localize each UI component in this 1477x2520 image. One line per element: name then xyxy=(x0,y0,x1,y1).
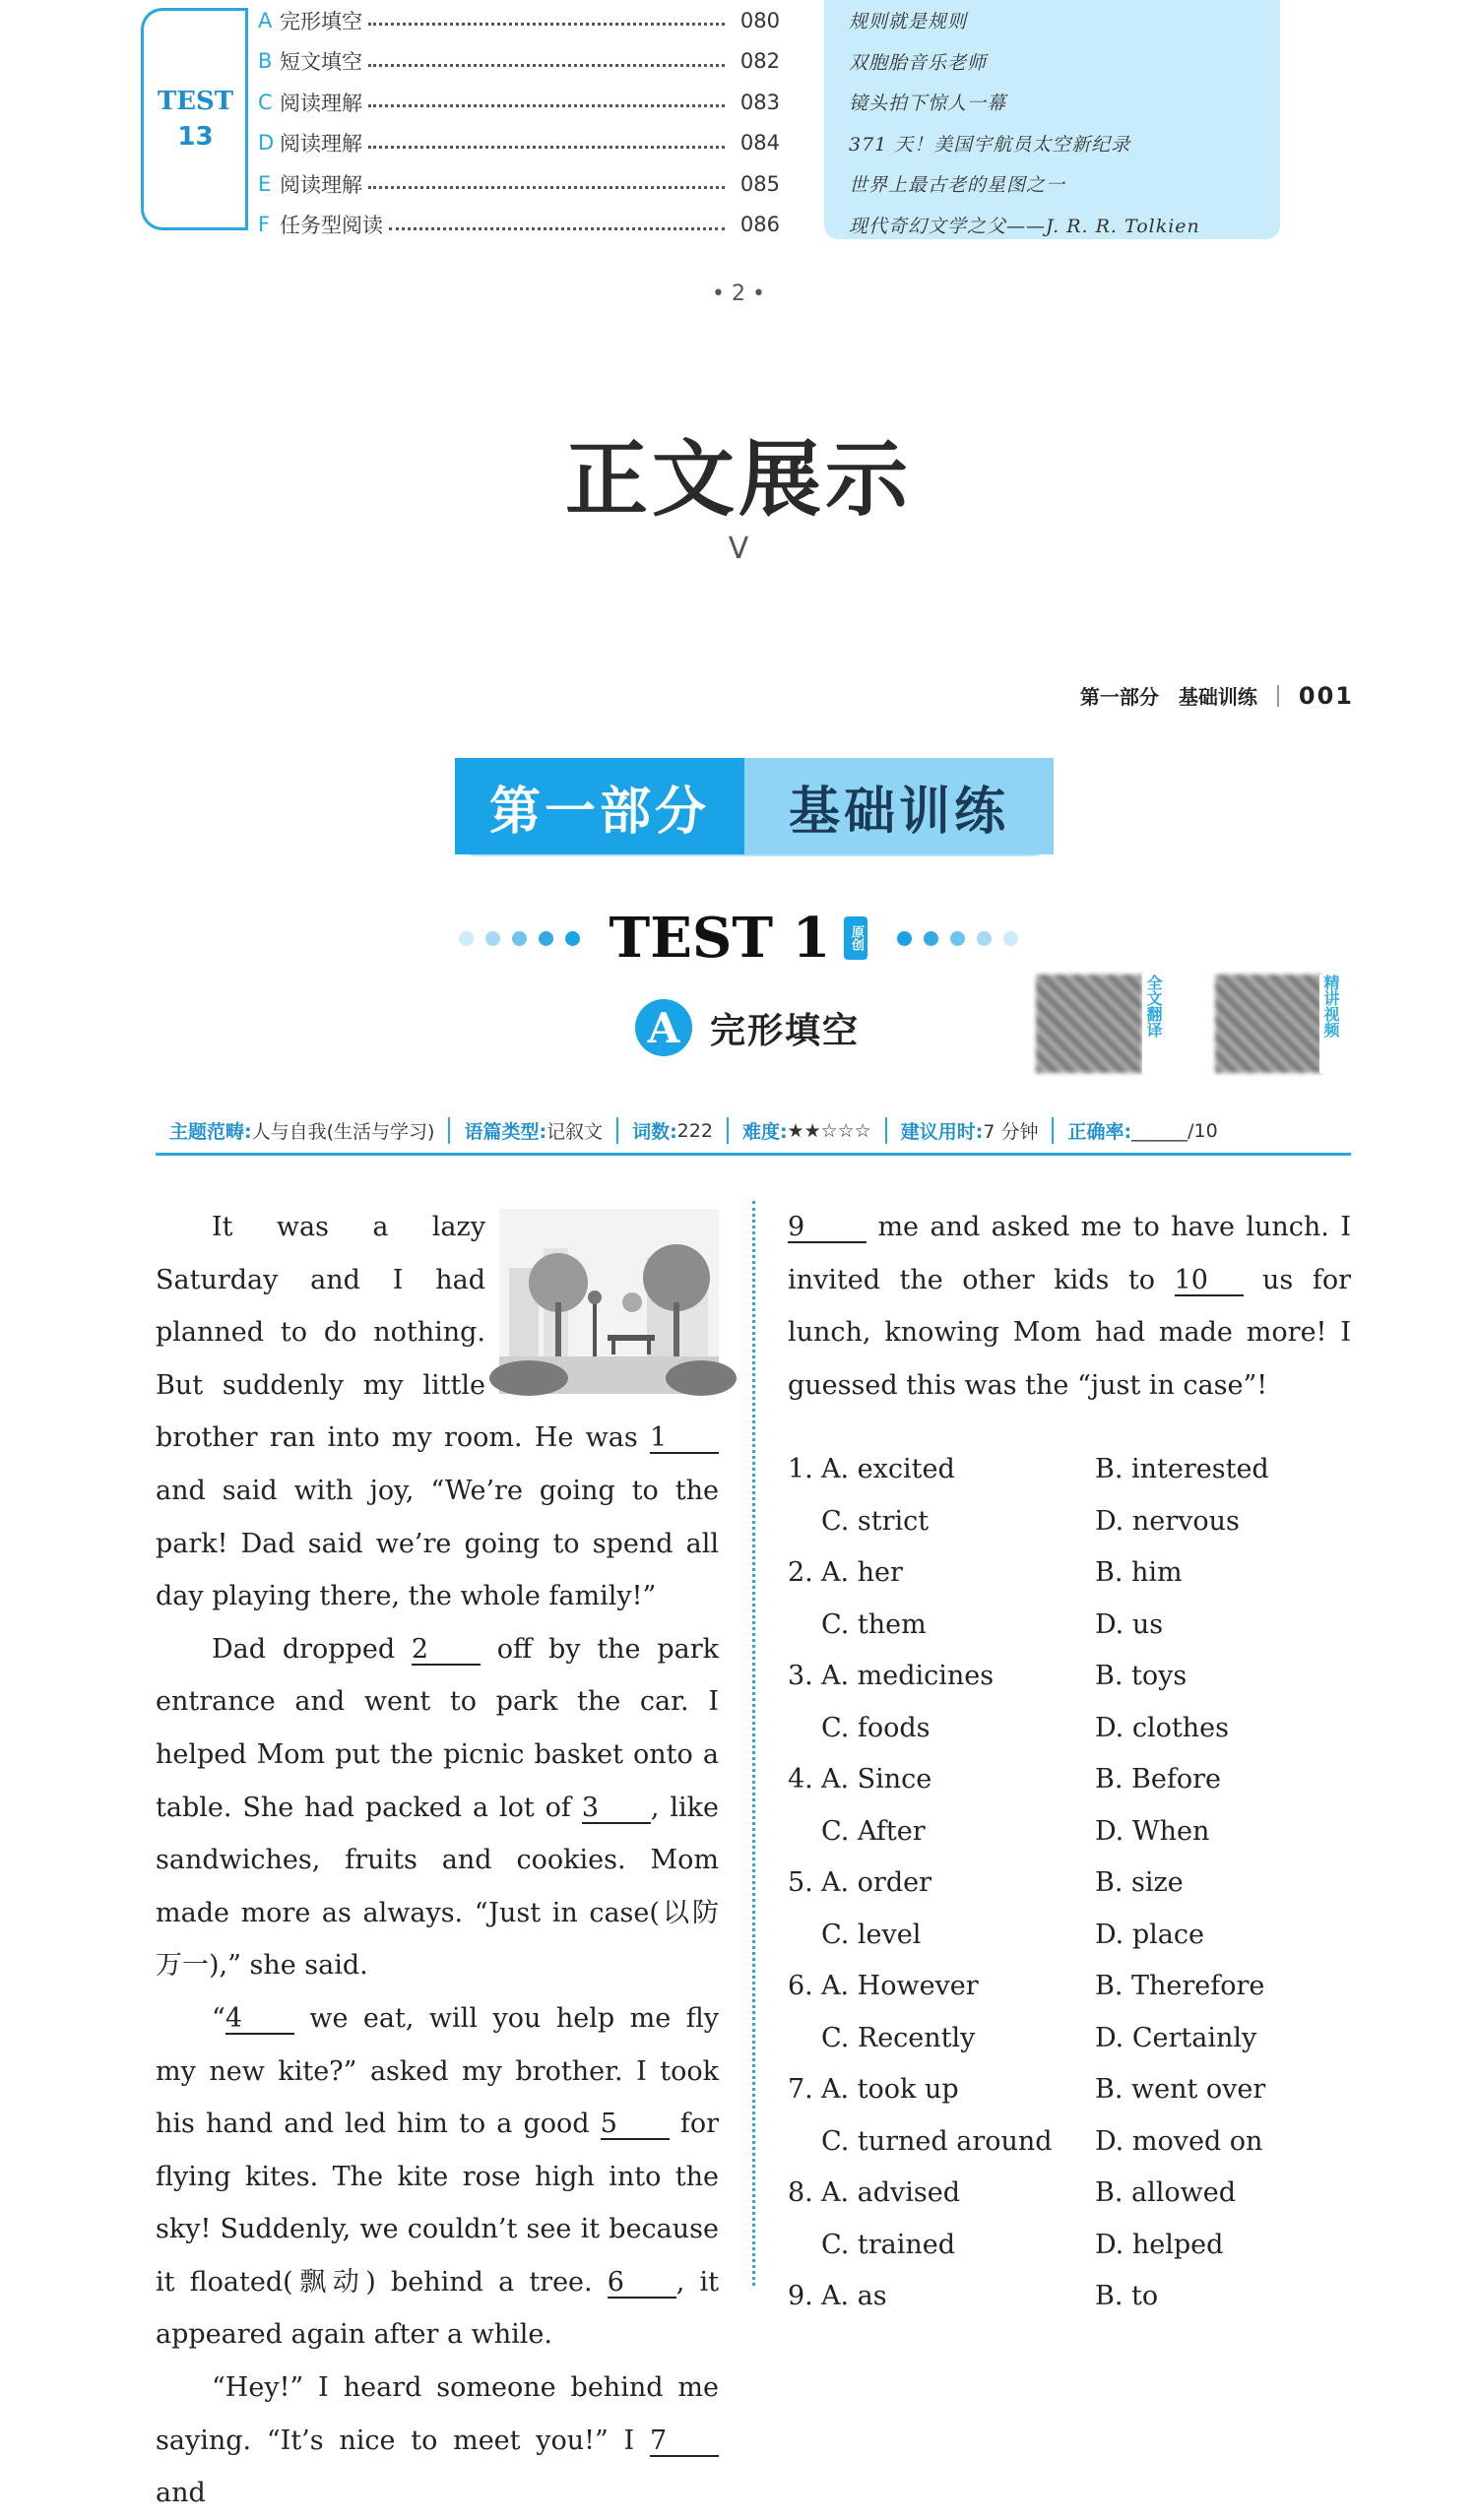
toc-leader xyxy=(368,23,725,26)
option-row xyxy=(788,1702,1351,1754)
toc-leader xyxy=(368,104,725,107)
passage-text: “ xyxy=(212,2002,225,2034)
passage-paragraph-4 xyxy=(156,2362,719,2520)
option-row xyxy=(788,1495,1351,1547)
toc-label: 任务型阅读 xyxy=(280,214,383,238)
option-row xyxy=(788,2012,1351,2064)
qr-label-translation xyxy=(1142,975,1164,1073)
option-row xyxy=(788,1857,1351,1909)
main-heading-label: 正文展示 xyxy=(564,431,912,528)
option-b[interactable]: B. him xyxy=(1095,1557,1183,1589)
test-name-text: TEST 1 xyxy=(609,906,831,971)
passage-paragraph-2 xyxy=(156,1623,719,1992)
question-number: 4. xyxy=(788,1764,813,1796)
info-value: 7 分钟 xyxy=(983,1121,1039,1143)
qr-code-icon[interactable] xyxy=(1215,975,1321,1073)
toc-test-label: TEST xyxy=(157,87,234,116)
toc-row[interactable] xyxy=(258,0,780,41)
toc-leader xyxy=(389,227,725,230)
info-value: ______/10 xyxy=(1131,1119,1218,1142)
left-dots-decoration xyxy=(459,931,580,946)
option-row xyxy=(788,1805,1351,1858)
question-number: 1. xyxy=(788,1454,813,1485)
info-key: 难度: xyxy=(741,1121,788,1143)
option-d[interactable]: D. place xyxy=(1095,1919,1204,1950)
option-d[interactable]: D. clothes xyxy=(1095,1712,1229,1743)
toc-letter: F xyxy=(258,213,271,237)
running-head-section: 基础训练 xyxy=(1178,685,1257,709)
passage-text: for flying kites. The kite rose high into the sky! Suddenly, we couldn’t see it because it floated(飘动) behind a tree. xyxy=(156,2109,719,2298)
option-row xyxy=(788,1909,1351,1961)
passage-text: we eat, will you help me fly my new kite?” asked my brother. I took his hand and led him to a good xyxy=(156,2002,719,2140)
option-a[interactable]: A. as xyxy=(821,2281,887,2312)
qr-label-text: 全文翻译 xyxy=(1144,975,1163,1038)
option-a[interactable]: A. took up xyxy=(821,2074,959,2106)
running-head-separator xyxy=(1277,685,1279,707)
chevron-down-icon[interactable]: V xyxy=(728,532,749,566)
original-tag xyxy=(844,916,867,960)
passage-text: off by the park entrance and went to park the car. I helped Mom put the picnic basket onto a table. She had packed a lot of xyxy=(156,1633,719,1823)
test-name xyxy=(610,906,868,971)
original-tag-text: 原创 xyxy=(848,925,864,951)
toc-topic: 世界上最古老的星图之一 xyxy=(849,174,1066,197)
info-value: 记叙文 xyxy=(546,1121,604,1143)
blank-9[interactable]: 9 xyxy=(788,1214,867,1243)
option-c[interactable]: C. trained xyxy=(821,2229,956,2260)
toc-letter: D xyxy=(258,131,275,156)
option-a[interactable]: A. excited xyxy=(821,1454,955,1485)
toc-label: 短文填空 xyxy=(280,50,362,75)
toc-topic: 现代奇幻文学之父——J. R. R. Tolkien xyxy=(849,215,1200,237)
section-heading xyxy=(635,999,860,1056)
toc-leader xyxy=(368,64,725,67)
option-row xyxy=(788,2219,1351,2271)
option-b[interactable]: B. Before xyxy=(1095,1764,1221,1796)
test-title xyxy=(0,906,1477,971)
question-number: 2. xyxy=(788,1557,813,1589)
passage-text: It was a lazy Saturday and I had planned to do nothing. But suddenly my little brother ran into my room. He was xyxy=(156,1212,638,1454)
blank-5[interactable]: 5 xyxy=(601,2110,670,2140)
option-d[interactable]: D. nervous xyxy=(1095,1505,1240,1537)
question-number: 5. xyxy=(788,1867,813,1899)
option-a[interactable]: A. her xyxy=(821,1557,903,1589)
toc-page-number: • 2 • xyxy=(712,282,765,306)
option-row xyxy=(788,2063,1351,2115)
toc-letter: B xyxy=(258,49,273,74)
info-value: ★★☆☆☆ xyxy=(787,1119,871,1142)
info-key: 正确率: xyxy=(1067,1121,1132,1143)
option-c[interactable]: C. After xyxy=(821,1815,926,1847)
option-b[interactable]: B. allowed xyxy=(1095,2177,1237,2209)
toc-label: 完形填空 xyxy=(280,9,362,33)
toc-leader xyxy=(368,146,725,149)
option-a[interactable]: A. medicines xyxy=(821,1661,995,1692)
question-number: 8. xyxy=(788,2177,813,2209)
passage-text: “Hey!” I heard someone behind me saying. “It’s nice to meet you!” I xyxy=(156,2372,719,2456)
section-badge: A xyxy=(635,999,692,1056)
option-a[interactable]: A. Since xyxy=(821,1764,932,1796)
option-c[interactable]: C. level xyxy=(821,1919,922,1950)
question-number: 3. xyxy=(788,1661,813,1692)
toc-divider xyxy=(245,8,248,230)
qr-label-video xyxy=(1319,975,1341,1073)
info-key: 主题范畴: xyxy=(169,1121,252,1143)
option-row xyxy=(788,1599,1351,1651)
option-d[interactable]: D. us xyxy=(1095,1608,1164,1640)
passage-text: and said with joy, “We’re going to the park! Dad said we’re going to spend all day playing there, the whole family!” xyxy=(156,1475,719,1612)
toc-test-box xyxy=(141,8,247,230)
toc-label: 阅读理解 xyxy=(280,132,362,157)
option-row xyxy=(788,1650,1351,1702)
toc-page: 082 xyxy=(739,49,780,74)
passage-right-column xyxy=(788,1201,1351,2322)
info-accuracy xyxy=(1052,1117,1231,1144)
toc-list xyxy=(258,0,780,245)
section-label: 完形填空 xyxy=(710,1009,861,1051)
option-d[interactable]: D. helped xyxy=(1095,2229,1224,2260)
options-list xyxy=(788,1443,1351,2322)
option-b[interactable]: B. Therefore xyxy=(1095,1971,1265,2002)
option-row xyxy=(788,1546,1351,1599)
option-c[interactable]: C. strict xyxy=(821,1505,930,1537)
option-b[interactable]: B. to xyxy=(1095,2281,1159,2312)
option-a[interactable]: A. order xyxy=(821,1867,931,1899)
toc-row[interactable] xyxy=(258,82,780,123)
park-illustration xyxy=(499,1209,719,1394)
running-head-part: 第一部分 xyxy=(1079,685,1159,709)
column-divider xyxy=(752,1201,755,2286)
blank-3[interactable]: 3 xyxy=(582,1795,651,1824)
option-b[interactable]: B. size xyxy=(1095,1867,1184,1899)
blank-7[interactable]: 7 xyxy=(650,2427,719,2457)
toc-row[interactable] xyxy=(258,163,780,205)
park-illustration-svg xyxy=(499,1209,719,1394)
toc-row[interactable] xyxy=(258,205,780,246)
toc-page: 086 xyxy=(739,213,780,237)
toc-page: 085 xyxy=(739,171,780,196)
qr-code-icon[interactable] xyxy=(1036,975,1142,1073)
info-value: 222 xyxy=(676,1119,713,1142)
question-number: 6. xyxy=(788,1971,813,2002)
toc-letter: E xyxy=(258,171,272,196)
option-row xyxy=(788,1753,1351,1805)
toc-topic: 镜头拍下惊人一幕 xyxy=(849,93,1007,115)
info-word-count xyxy=(616,1117,727,1144)
info-value: 人与自我(生活与学习) xyxy=(251,1121,435,1143)
passage-text: us for lunch, knowing Mom had made more! I guessed this was the “just in case”! xyxy=(788,1264,1351,1401)
info-key: 词数: xyxy=(632,1121,677,1143)
toc-row[interactable] xyxy=(258,41,780,83)
toc-page: 084 xyxy=(739,131,780,156)
toc-letter: C xyxy=(258,90,273,114)
passage-text: Dad dropped xyxy=(212,1633,396,1665)
option-d[interactable]: D. When xyxy=(1095,1815,1210,1847)
option-a[interactable]: A. advised xyxy=(821,2177,961,2209)
option-row xyxy=(788,2270,1351,2322)
option-row xyxy=(788,1960,1351,2012)
running-head-page: 001 xyxy=(1298,681,1354,710)
info-key: 建议用时: xyxy=(900,1121,984,1143)
blank-4[interactable]: 4 xyxy=(225,2005,294,2035)
toc-topics-panel xyxy=(824,0,1280,239)
option-row xyxy=(788,2167,1351,2219)
blank-10[interactable]: 10 xyxy=(1175,1267,1244,1296)
option-c[interactable]: C. foods xyxy=(821,1712,931,1743)
main-heading-text xyxy=(547,413,930,533)
toc-leader xyxy=(368,186,725,189)
running-head xyxy=(1080,681,1354,710)
toc-row[interactable] xyxy=(258,123,780,164)
passage-text: and xyxy=(156,2478,206,2509)
main-heading xyxy=(0,413,1477,533)
toc-topic: 371 天！美国宇航员太空新纪录 xyxy=(849,133,1131,156)
passage-text: , it appeared again after a while. xyxy=(156,2266,719,2351)
passage-text: , like sandwiches, fruits and cookies. Mom made more as always. “Just in case(以防万一),” she said. xyxy=(156,1792,719,1982)
toc-label: 阅读理解 xyxy=(280,91,362,115)
right-dots-decoration xyxy=(897,931,1018,946)
passage-paragraph-5 xyxy=(788,1201,1351,1412)
option-b[interactable]: B. interested xyxy=(1095,1454,1269,1485)
question-number: 9. xyxy=(788,2281,813,2312)
option-d[interactable]: D. moved on xyxy=(1095,2125,1263,2157)
part-banner-right: 基础训练 xyxy=(744,758,1054,854)
question-number: 7. xyxy=(788,2074,813,2106)
toc-topic: 双胞胎音乐老师 xyxy=(849,51,988,74)
option-c[interactable]: C. them xyxy=(821,1608,927,1640)
qr-label-text: 精讲视频 xyxy=(1321,975,1340,1038)
option-row xyxy=(788,2115,1351,2168)
passage-paragraph-3 xyxy=(156,1992,719,2362)
info-genre xyxy=(448,1117,616,1144)
toc-topic: 规则就是规则 xyxy=(849,11,968,33)
option-c[interactable]: C. Recently xyxy=(821,2022,976,2053)
toc-page: 080 xyxy=(739,8,780,32)
option-a[interactable]: A. However xyxy=(821,1971,979,2002)
info-bar xyxy=(156,1108,1351,1156)
option-row xyxy=(788,1443,1351,1495)
info-difficulty xyxy=(727,1117,885,1144)
option-b[interactable]: B. went over xyxy=(1095,2074,1266,2106)
toc-page: 083 xyxy=(739,90,780,114)
info-topic xyxy=(156,1117,448,1144)
toc-letter: A xyxy=(258,8,273,32)
passage-left-column xyxy=(156,1201,719,2520)
passage-text: me and asked me to have lunch. I invited the other kids to xyxy=(788,1212,1351,1295)
option-b[interactable]: B. toys xyxy=(1095,1661,1188,1692)
blank-6[interactable]: 6 xyxy=(608,2269,676,2299)
part-banner xyxy=(455,758,1054,854)
option-d[interactable]: D. Certainly xyxy=(1095,2022,1257,2053)
toc-test-number: 13 xyxy=(177,122,214,152)
toc-label: 阅读理解 xyxy=(280,172,362,197)
option-c[interactable]: C. turned around xyxy=(821,2125,1053,2157)
info-time xyxy=(885,1117,1053,1144)
part-banner-left: 第一部分 xyxy=(455,758,744,854)
blank-1[interactable]: 1 xyxy=(650,1424,719,1454)
info-key: 语篇类型: xyxy=(464,1121,547,1143)
blank-2[interactable]: 2 xyxy=(412,1636,481,1666)
